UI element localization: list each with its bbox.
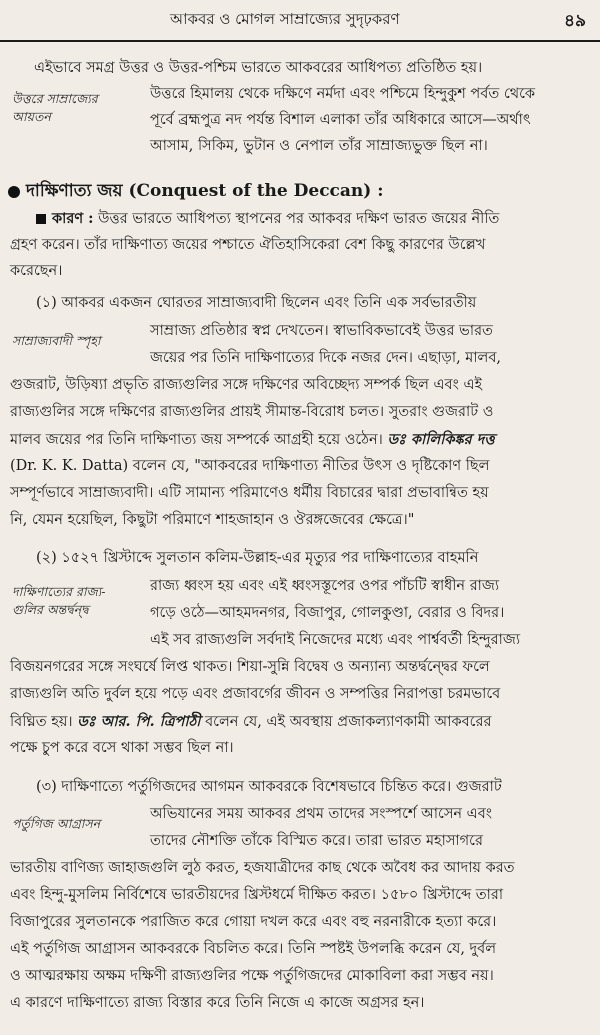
text-segment: বলেন যে, এই অবস্থায় প্রজাকল্যাণকামী আকবরের <box>205 714 492 730</box>
text-line: নি, যেমন হয়েছিল, কিছুটা পরিমাণে শাহজাহান ও ঔরঙ্গজেবের ক্ষেত্রে।" <box>10 512 415 528</box>
text-line: রাজ্যগুলির সঙ্গে দক্ষিণের রাজ্যগুলির প্রায়ই সীমান্ত-বিরোধ চলত। সুতরাং গুজরাট ও <box>10 404 494 420</box>
text-line: বিজয়নগরের সঙ্গে সংঘর্ষে লিপ্ত থাকত। শিয়া-সুন্নি বিদ্বেষ ও অন্যান্য অন্তর্দ্বন্দ্বের ফলে <box>10 659 490 675</box>
text-line: গুজরাট, উড়িষ্যা প্রভৃতি রাজ্যগুলির সঙ্গে দক্ষিণের অবিচ্ছেদ্য সম্পর্ক ছিল এবং এই <box>10 377 483 393</box>
margin-note-line: উত্তরে সাম্রাজ্যের <box>12 91 98 106</box>
text-line: ভারতীয় বাণিজ্য জাহাজগুলি লুঠ করত, হজযাত্রীদের কাছ থেকে অবৈধ কর আদায় করত <box>10 860 515 876</box>
section-heading <box>8 178 384 206</box>
text-line: (Dr. K. K. Datta) বলেন যে, "আকবরের দাক্ষিণাত্য নীতির উৎস ও দৃষ্টিকোণ ছিল <box>10 458 490 474</box>
text-line: এই পর্তুগিজ আগ্রাসন আকবরকে বিচলিত করে। তিনি স্পষ্টই উপলব্ধি করেন যে, দুর্বল <box>10 941 497 957</box>
text-line: পূর্বে ব্রহ্মপুত্র নদ পর্যন্ত বিশাল এলাকা তাঁর অধিকারে আসে—অর্থাৎ <box>150 112 531 128</box>
text-line: গ্রহণ করেন। তাঁর দাক্ষিণাত্য জয়ের পশ্চাতে ঐতিহাসিকেরা বেশ কিছু কারণের উল্লেখ <box>10 237 486 253</box>
text-line <box>10 426 495 454</box>
causes-text: উত্তর ভারতে আধিপত্য স্থাপনের পর আকবর দক্ষিণ ভারত জয়ের নীতি <box>98 211 500 227</box>
text-line <box>10 708 491 736</box>
page-number: ৪৯ <box>563 11 586 31</box>
margin-note-deccan-conflict <box>12 583 106 619</box>
author-name: ডঃ কালিকিঙ্কর দত্ত <box>387 431 495 448</box>
text-line: জয়ের পর তিনি দাক্ষিণাত্যের দিকে নজর দেন। এছাড়া, মালব, <box>150 350 502 366</box>
text-line: গড়ে ওঠে—আহমদনগর, বিজাপুর, গোলকুণ্ডা, বেরার ও বিদর। <box>150 605 505 621</box>
text-line: করেছেন। <box>10 263 63 279</box>
text-line: (২) ১৫২৭ খ্রিস্টাব্দে সুলতান কলিম-উল্লাহ-এর মৃত্যুর পর দাক্ষিণাত্যের বাহমনি <box>36 550 479 566</box>
bullet-icon <box>8 186 20 198</box>
text-line: তাদের নৌশক্তি তাঁকে বিস্মিত করে। তারা ভারত মহাসাগরে <box>150 833 483 849</box>
text-line: এইভাবে সমগ্র উত্তর ও উত্তর-পশ্চিম ভারতে আকবরের আধিপত্য প্রতিষ্ঠিত হয়। <box>34 60 483 76</box>
text-line: রাজ্যগুলি অতি দুর্বল হয়ে পড়ে এবং প্রজাবর্গের জীবন ও সম্পত্তির নিরাপত্তা চরমভাবে <box>10 686 501 702</box>
text-line: ও আত্মরক্ষায় অক্ষম দক্ষিণী রাজ্যগুলির পক্ষে পর্তুগিজদের মোকাবিলা করা সম্ভব নয়। <box>10 968 494 984</box>
causes-label: কারণ : <box>52 210 94 227</box>
text-segment: বিঘ্নিত হয়। <box>10 714 73 730</box>
margin-note-portuguese: পর্তুগিজ আগ্রাসন <box>12 816 101 831</box>
text-line: সম্পূর্ণভাবে সাম্রাজ্যবাদী। এটি সামান্য পরিমাণেও ধর্মীয় বিচারের দ্বারা প্রভাবান্বিত হয় <box>10 485 489 501</box>
margin-note-line: দাক্ষিণাত্যের রাজ্য- <box>12 584 106 599</box>
author-name: ডঃ আর. পি. ত্রিপাঠী <box>77 713 201 730</box>
text-line <box>36 205 499 233</box>
text-line: সাম্রাজ্য প্রতিষ্ঠার স্বপ্ন দেখতেন। স্বাভাবিকভাবেই উত্তর ভারত <box>150 323 493 339</box>
text-line: এ কারণে দাক্ষিণাত্যে রাজ্য বিস্তার করে তিনি নিজে এ কাজে অগ্রসর হন। <box>10 995 425 1011</box>
text-line: পক্ষে চুপ করে বসে থাকা সম্ভব ছিল না। <box>10 740 234 756</box>
margin-note-imperialism: সাম্রাজ্যবাদী স্পৃহা <box>12 333 101 348</box>
text-line: এবং হিন্দু-মুসলিম নির্বিশেষে ভারতীয়দের খ্রিস্টধর্মে দীক্ষিত করত। ১৫৮০ খ্রিস্টাব্দে তারা <box>10 887 504 903</box>
text-line: বিজাপুরের সুলতানকে পরাজিত করে গোয়া দখল করে এবং বহু নরনারীকে হত্যা করে। <box>10 914 497 930</box>
section-heading-text: দাক্ষিণাত্য জয় (Conquest of the Deccan) : <box>26 181 384 201</box>
margin-note-line: গুলির অন্তর্দ্বন্দ্ব <box>12 602 89 617</box>
text-segment: মালব জয়ের পর তিনি দাক্ষিণাত্য জয় সম্পর্কে আগ্রহী হয়ে ওঠেন। <box>10 432 383 448</box>
text-line: (১) আকবর একজন ঘোরতর সাম্রাজ্যবাদী ছিলেন এবং তিনি এক সর্বভারতীয় <box>36 295 477 311</box>
margin-note-extent <box>12 90 98 126</box>
chapter-title: আকবর ও মোগল সাম্রাজ্যের সুদৃঢ়করণ <box>170 10 400 28</box>
text-line: আসাম, সিকিম, ভুটান ও নেপাল তাঁর সাম্রাজ্যভুক্ত ছিল না। <box>150 138 488 154</box>
text-line: রাজ্য ধ্বংস হয় এবং এই ধ্বংসস্তূপের ওপর পাঁচটি স্বাধীন রাজ্য <box>150 578 500 594</box>
running-header <box>0 0 600 42</box>
text-line: (৩) দাক্ষিণাত্যে পর্তুগিজদের আগমন আকবরকে বিশেষভাবে চিন্তিত করে। গুজরাট <box>36 779 502 795</box>
margin-note-line: আয়তন <box>12 109 51 124</box>
text-line: অভিযানের সময় আকবর প্রথম তাদের সংস্পর্শে আসেন এবং <box>150 806 493 822</box>
square-bullet-icon <box>36 214 46 224</box>
text-line: এই সব রাজ্যগুলি সর্বদাই নিজেদের মধ্যে এবং পার্শ্ববর্তী হিন্দুরাজ্য <box>150 632 521 648</box>
text-line: উত্তরে হিমালয় থেকে দক্ষিণে নর্মদা এবং পশ্চিমে হিন্দুকুশ পর্বত থেকে <box>150 86 536 102</box>
